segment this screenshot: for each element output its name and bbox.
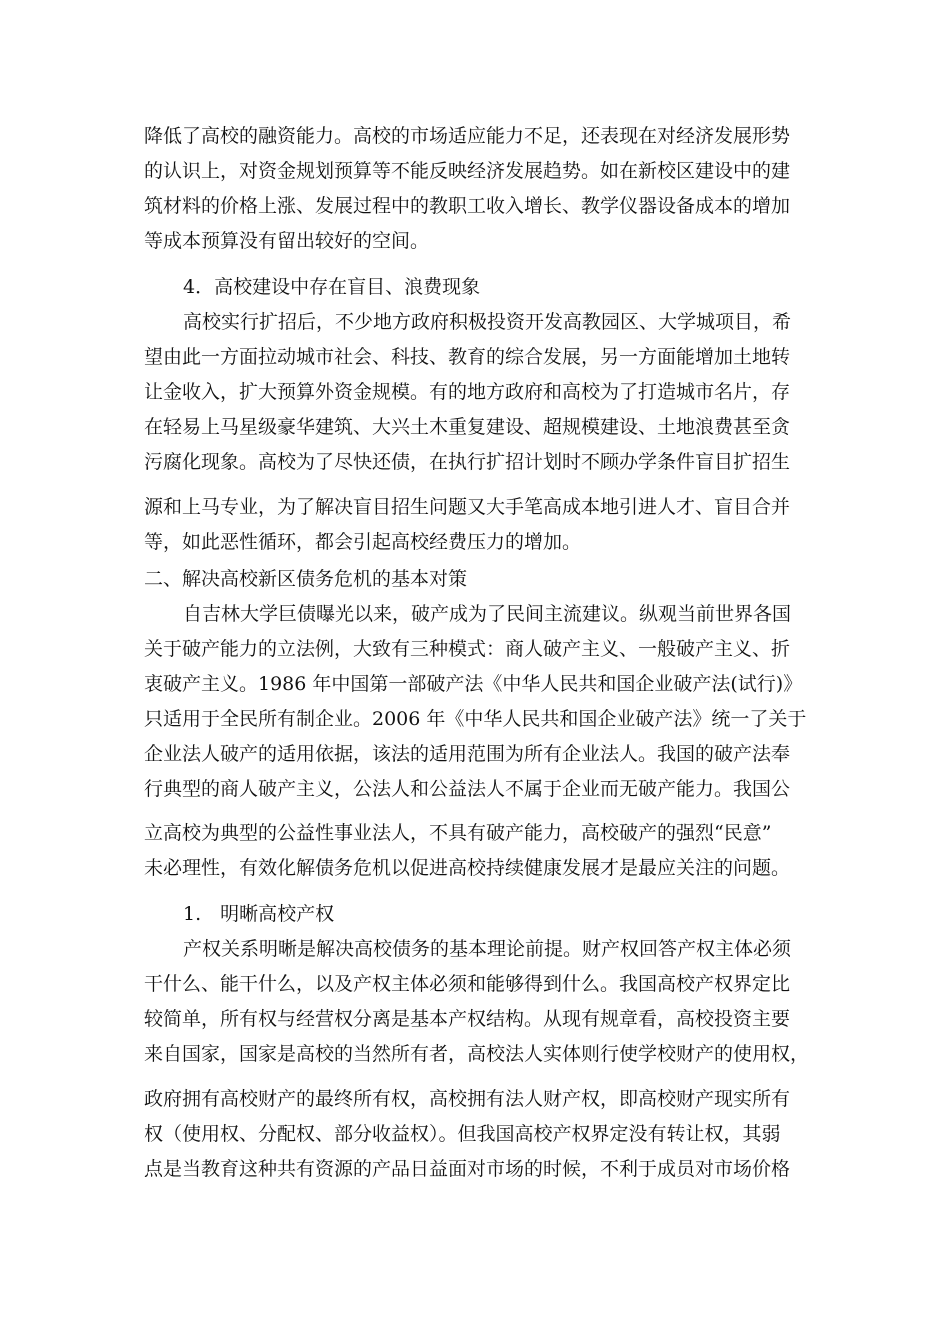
text-line: 企业法人破产的适用依据，该法的适用范围为所有企业法人。我国的破产法奉 — [144, 743, 791, 765]
text-line: 等成本预算没有留出较好的空间。 — [144, 230, 430, 252]
text-line: 关于破产能力的立法例，大致有三种模式：商人破产主义、一般破产主义、折 — [144, 638, 791, 660]
text-line: 自吉林大学巨债曝光以来，破产成为了民间主流建议。纵观当前世界各国 — [183, 603, 792, 625]
subheading-item-4: 4．高校建设中存在盲目、浪费现象 — [183, 276, 481, 298]
text-line: 权（使用权、分配权、部分收益权）。但我国高校产权界定没有转让权，其弱 — [144, 1123, 781, 1145]
text-line: 来自国家，国家是高校的当然所有者，高校法人实体则行使学校财产的使用权， — [144, 1043, 810, 1065]
text-line: 点是当教育这种共有资源的产品日益面对市场的时候，不利于成员对市场价格 — [144, 1158, 791, 1180]
text-line: 产权关系明晰是解决高校债务的基本理论前提。财产权回答产权主体必须 — [183, 938, 792, 960]
text-line: 行典型的商人破产主义，公法人和公益法人不属于企业而无破产能力。我国公 — [144, 778, 791, 800]
text-line: 政府拥有高校财产的最终所有权，高校拥有法人财产权，即高校财产现实所有 — [144, 1088, 791, 1110]
text-line: 的认识上，对资金规划预算等不能反映经济发展趋势。如在新校区建设中的建 — [144, 160, 791, 182]
subheading-item-1: 1. 明晰高校产权 — [183, 903, 335, 925]
text-line: 较简单，所有权与经营权分离是基本产权结构。从现有规章看，高校投资主要 — [144, 1008, 791, 1030]
text-line: 立高校为典型的公益性事业法人，不具有破产能力，高校破产的强烈“民意” — [144, 822, 772, 844]
text-line: 等，如此恶性循环，都会引起高校经费压力的增加。 — [144, 531, 582, 553]
text-line: 降低了高校的融资能力。高校的市场适应能力不足，还表现在对经济发展形势 — [144, 125, 791, 147]
text-line: 源和上马专业，为了解决盲目招生问题又大手笔高成本地引进人才、盲目合并 — [144, 496, 791, 518]
section-heading: 二、解决高校新区债务危机的基本对策 — [144, 568, 468, 590]
text-line: 衷破产主义。1986 年中国第一部破产法《中华人民共和国企业破产法(试行)》 — [144, 673, 803, 695]
text-line: 让金收入，扩大预算外资金规模。有的地方政府和高校为了打造城市名片，存 — [144, 381, 791, 403]
text-line: 污腐化现象。高校为了尽快还债，在执行扩招计划时不顾办学条件盲目扩招生 — [144, 451, 791, 473]
text-line: 筑材料的价格上涨、发展过程中的教职工收入增长、教学仪器设备成本的增加 — [144, 195, 791, 217]
text-line: 高校实行扩招后，不少地方政府积极投资开发高教园区、大学城项目，希 — [183, 311, 792, 333]
text-line: 未必理性，有效化解债务危机以促进高校持续健康发展才是最应关注的问题。 — [144, 857, 791, 879]
text-line: 在轻易上马星级豪华建筑、大兴土木重复建设、超规模建设、土地浪费甚至贪 — [144, 416, 791, 438]
text-line: 只适用于全民所有制企业。2006 年《中华人民共和国企业破产法》统一了关于 — [144, 708, 807, 730]
text-line: 望由此一方面拉动城市社会、科技、教育的综合发展，另一方面能增加土地转 — [144, 346, 791, 368]
text-line: 干什么、能干什么，以及产权主体必须和能够得到什么。我国高校产权界定比 — [144, 973, 791, 995]
